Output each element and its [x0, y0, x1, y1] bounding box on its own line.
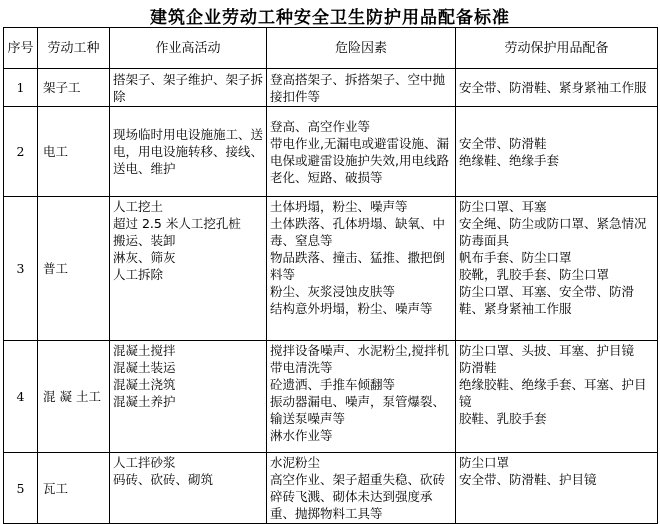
cell-serial: 1	[4, 69, 38, 107]
cell-line: 胶靴，乳胶手套、防尘口罩	[459, 267, 610, 282]
cell-activity	[110, 341, 267, 453]
cell-line: 混凝土浇筑	[113, 377, 176, 392]
cell-line: 人工挖土	[113, 199, 164, 214]
cell-line: 淋灰、筛灰	[113, 250, 176, 265]
ppe-standard-table	[3, 27, 658, 524]
cell-serial: 4	[4, 341, 38, 453]
cell-line: 混凝土搅拌	[113, 343, 176, 358]
cell-line: 搭架子、架子维护、架子拆除	[113, 71, 264, 104]
cell-line: 防尘口罩、耳塞	[459, 199, 547, 214]
cell-line: 安全带、防滑鞋、护目镜	[459, 472, 597, 487]
table-row	[4, 341, 658, 453]
cell-hazard	[267, 69, 456, 107]
cell-line: 码砖、砍砖、砌筑	[113, 472, 214, 487]
document-title: 建筑企业劳动工种安全卫生防护用品配备标准	[150, 8, 510, 28]
cell-serial: 5	[4, 453, 38, 524]
cell-ppe	[456, 453, 658, 524]
header-row	[4, 28, 658, 69]
cell-work-type: 普工	[38, 197, 110, 341]
cell-serial: 3	[4, 197, 38, 341]
cell-line: 胶鞋、乳胶手套	[459, 411, 547, 426]
header-hazard: 危险因素	[267, 28, 456, 69]
cell-activity	[110, 197, 267, 341]
cell-line: 人工拌砂浆	[113, 455, 176, 470]
table-row	[4, 453, 658, 524]
cell-line: 砼遗洒、手推车倾翻等	[270, 377, 396, 392]
cell-ppe	[456, 341, 658, 453]
cell-line: 混凝土装运	[113, 360, 176, 375]
cell-line: 帆布手套、防尘口罩	[459, 250, 572, 265]
cell-line: 带电作业,无漏电或避雷设施、漏电保或避雷设施护失效,用电线路老化、短路、破损等	[270, 135, 449, 185]
cell-line: 土体坍塌，粉尘、噪声等	[270, 199, 408, 214]
cell-activity	[110, 453, 267, 524]
cell-line: 登高搭架子、拆搭架子、空中抛接扣件等	[270, 71, 446, 104]
cell-work-type: 电工	[38, 107, 110, 197]
cell-line: 搅拌设备噪声、水泥粉尘,搅拌机带电清洗等	[270, 343, 449, 375]
cell-line: 搬运、装卸	[113, 233, 176, 248]
header-work-type: 劳动工种	[38, 28, 110, 69]
cell-line: 混凝土养护	[113, 394, 176, 409]
cell-line: 安全带、防滑鞋	[459, 135, 547, 151]
cell-line: 高空作业、架子超重失稳、砍砖碎砖飞溅、砌体未达到强度承重、抛掷物料工具等	[270, 472, 446, 521]
header-activity: 作业高活动	[110, 28, 267, 69]
header-ppe: 劳动保护用品配备	[456, 28, 658, 69]
table-row	[4, 197, 658, 341]
cell-line: 绝缘鞋、绝缘手套	[459, 152, 560, 168]
table-row	[4, 107, 658, 197]
cell-line: 振动器漏电、噪声，泵管爆裂、输送泵噪声等	[270, 394, 446, 426]
cell-work-type: 瓦工	[38, 453, 110, 524]
cell-hazard	[267, 453, 456, 524]
cell-line: 超过 2.5 米人工挖孔桩	[113, 216, 241, 231]
cell-ppe	[456, 107, 658, 197]
cell-line: 结构意外坍塌，粉尘、噪声等	[270, 301, 433, 316]
cell-line: 绝缘胶鞋、绝缘手套、耳塞、护目镜	[459, 377, 647, 409]
cell-line: 物品跌落、撞击、猛推、撒把倒料等	[270, 250, 446, 282]
cell-serial: 2	[4, 107, 38, 197]
cell-line: 粉尘、灰浆浸蚀皮肤等	[270, 284, 396, 299]
cell-line: 现场临时用电设施施工、送电，用电设施转移、接线、送电、维护	[113, 127, 264, 176]
cell-hazard	[267, 107, 456, 197]
cell-line: 防滑鞋	[459, 360, 497, 375]
cell-hazard	[267, 341, 456, 453]
cell-activity	[110, 107, 267, 197]
cell-work-type: 混 凝 土工	[38, 341, 110, 453]
cell-line: 淋水作业等	[270, 428, 333, 443]
cell-hazard	[267, 197, 456, 341]
cell-line: 防尘口罩	[459, 455, 510, 470]
cell-line: 水泥粉尘	[270, 455, 321, 470]
cell-line: 安全绳、防尘或防口罩、紧急情况防毒面具	[459, 216, 647, 248]
cell-ppe	[456, 197, 658, 341]
cell-activity	[110, 69, 267, 107]
cell-line: 安全带、防滑鞋、紧身紧袖工作服	[459, 80, 647, 95]
table-row	[4, 69, 658, 107]
cell-ppe	[456, 69, 658, 107]
header-serial: 序号	[4, 28, 38, 69]
cell-line: 土体跌落、孔体坍塌、缺氧、中毒、窒息等	[270, 216, 446, 248]
cell-line: 人工拆除	[113, 267, 164, 282]
cell-line: 登高、高空作业等	[270, 118, 371, 134]
cell-line: 防尘口罩、头披、耳塞、护目镜	[459, 343, 635, 358]
cell-line: 防尘口罩、耳塞、安全带、防滑鞋、紧身紧袖工作服	[459, 284, 635, 316]
cell-work-type: 架子工	[38, 69, 110, 107]
